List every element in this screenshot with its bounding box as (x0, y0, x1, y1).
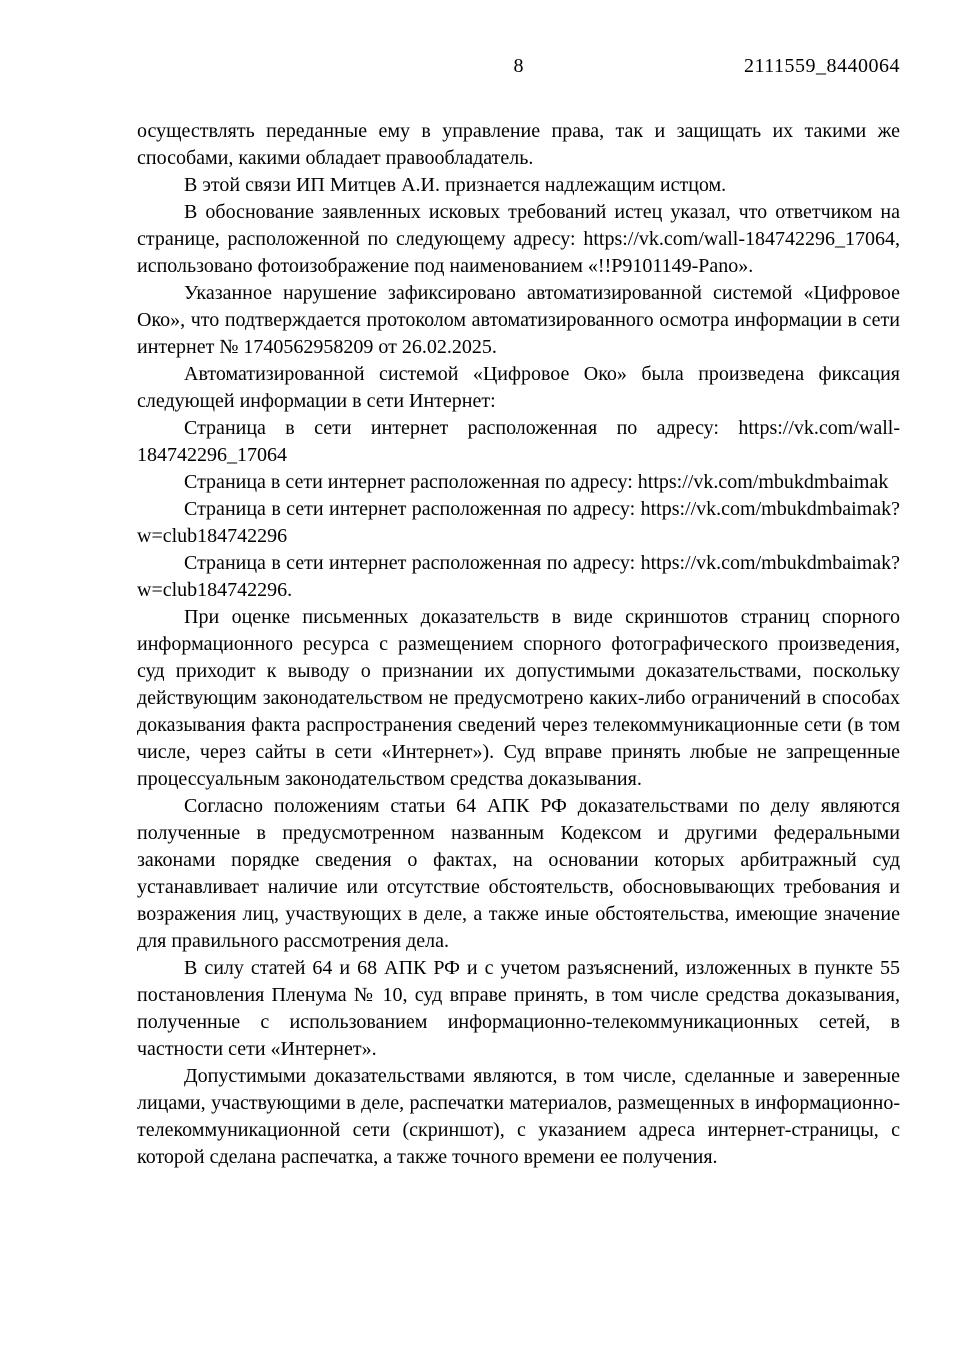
page-content (137, 53, 900, 1171)
page-header (137, 53, 900, 80)
paragraph-claim-grounds: В обоснование заявленных исковых требований истец указал, что ответчиком на странице, расположенной по следующему адресу: https://vk.com/wall-184742296_17064, использовано фотоизображение под наименованием «!!P9101149-Pano». (137, 201, 900, 277)
paragraph-apk-article-64: Согласно положениям статьи 64 АПК РФ доказательствами по делу являются полученные в предусмотренном названным Кодексом и другими федеральными законами порядке сведения о фактах, на основании которых арбитражный суд устанавливает наличие или отсутствие обстоятельств, обосновывающих требования и возражения лиц, участвующих в деле, а также иные обстоятельства, имеющие значение для правильного рассмотрения дела. (137, 795, 900, 952)
page-number: 8 (513, 55, 524, 77)
paragraph-continuation: осуществлять переданные ему в управление права, так и защищать их такими же способами, какими обладает правообладатель. (137, 120, 900, 169)
paragraph-screenshot-assessment: При оценке письменных доказательств в виде скриншотов страниц спорного информационного ресурса с размещением спорного фотографического произведения, суд приходит к выводу о признании их допустимыми доказательствами, поскольку действующим законодательством не предусмотрено каких-либо ограничений в способах доказывания факта распространения сведений через телекоммуникационные сети (в том числе, через сайты в сети «Интернет»). Суд вправе принять любые не запрещенные процессуальным законодательством средства доказывания. (137, 606, 900, 790)
document-id: 2111559_8440064 (743, 55, 900, 77)
paragraph-url-club-1: Страница в сети интернет расположенная по адресу: https://vk.com/mbukdmbaimak?w=club184742296 (137, 498, 900, 547)
paragraph-system-fixation: Автоматизированной системой «Цифровое Око» была произведена фиксация следующей информации в сети Интернет: (137, 363, 900, 412)
paragraph-url-wall: Страница в сети интернет расположенная по адресу: https://vk.com/wall-184742296_17064 (137, 417, 900, 466)
paragraph-violation-recorded: Указанное нарушение зафиксировано автоматизированной системой «Цифровое Око», что подтверждается протоколом автоматизированного осмотра информации в сети интернет № 1740562958209 от 26.02.2025. (137, 282, 900, 358)
paragraph-url-mbukdmbaimak: Страница в сети интернет расположенная по адресу: https://vk.com/mbukdmbaimak (184, 471, 889, 493)
paragraph-apk-64-68-plenum-55: В силу статей 64 и 68 АПК РФ и с учетом разъяснений, изложенных в пункте 55 постановления Пленума № 10, суд вправе принять, в том числе средства доказывания, полученные с использованием информационно-телекоммуникационных сетей, в частности сети «Интернет». (137, 957, 900, 1060)
paragraph-proper-plaintiff: В этой связи ИП Митцев А.И. признается надлежащим истцом. (184, 174, 727, 196)
document-body (137, 118, 900, 1171)
paragraph-admissible-evidence: Допустимыми доказательствами являются, в том числе, сделанные и заверенные лицами, участвующими в деле, распечатки материалов, размещенных в информационно-телекоммуникационной сети (скриншот), с указанием адреса интернет-страницы, с которой сделана распечатка, а также точного времени ее получения. (137, 1065, 900, 1168)
paragraph-url-club-2: Страница в сети интернет расположенная по адресу: https://vk.com/mbukdmbaimak?w=club184742296. (137, 552, 900, 601)
